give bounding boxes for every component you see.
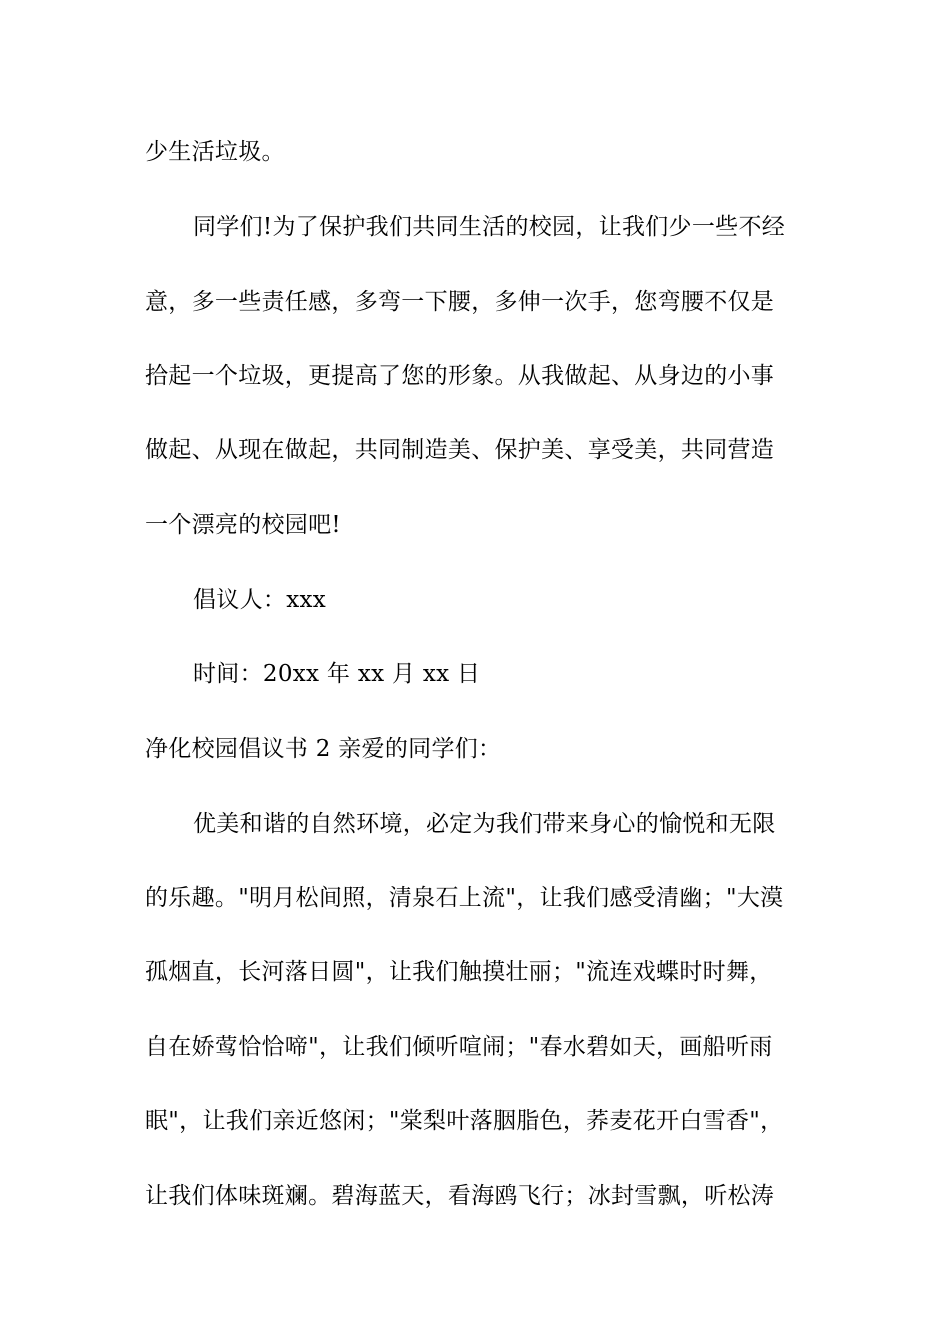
text-line: 让我们体味斑斓。碧海蓝天，看海鸥飞行；冰封雪飘，听松涛 xyxy=(145,1183,775,1209)
text-line: 自在娇莺恰恰啼"，让我们倾听喧闹；"春水碧如天，画船听雨 xyxy=(145,1034,773,1060)
text-line: 做起、从现在做起，共同制造美、保护美、享受美，共同营造 xyxy=(145,437,775,463)
paragraph-first-line: 同学们!为了保护我们共同生活的校园，让我们少一些不经 xyxy=(193,214,786,240)
text-line: 眠"，让我们亲近悠闲；"棠梨叶落胭脂色，荞麦花开白雪香"， xyxy=(145,1108,784,1134)
text-line: 的乐趣。"明月松间照，清泉石上流"，让我们感受清幽；"大漠 xyxy=(145,885,784,911)
text-line: 孤烟直，长河落日圆"，让我们触摸壮丽；"流连戏蝶时时舞， xyxy=(145,959,773,985)
text-line: 一个漂亮的校园吧! xyxy=(145,512,341,538)
text-line: 意，多一些责任感，多弯一下腰，多伸一次手，您弯腰不仅是 xyxy=(145,289,775,315)
initiator-line: 倡议人：xxx xyxy=(193,587,327,613)
paragraph-first-line: 优美和谐的自然环境，必定为我们带来身心的愉悦和无限 xyxy=(193,811,776,837)
section-heading: 净化校园倡议书 2 亲爱的同学们： xyxy=(145,736,502,762)
text-line: 拾起一个垃圾，更提高了您的形象。从我做起、从身边的小事 xyxy=(145,363,775,389)
date-line: 时间：20xx 年 xx 月 xx 日 xyxy=(193,661,481,687)
text-line: 少生活垃圾。 xyxy=(145,139,285,165)
